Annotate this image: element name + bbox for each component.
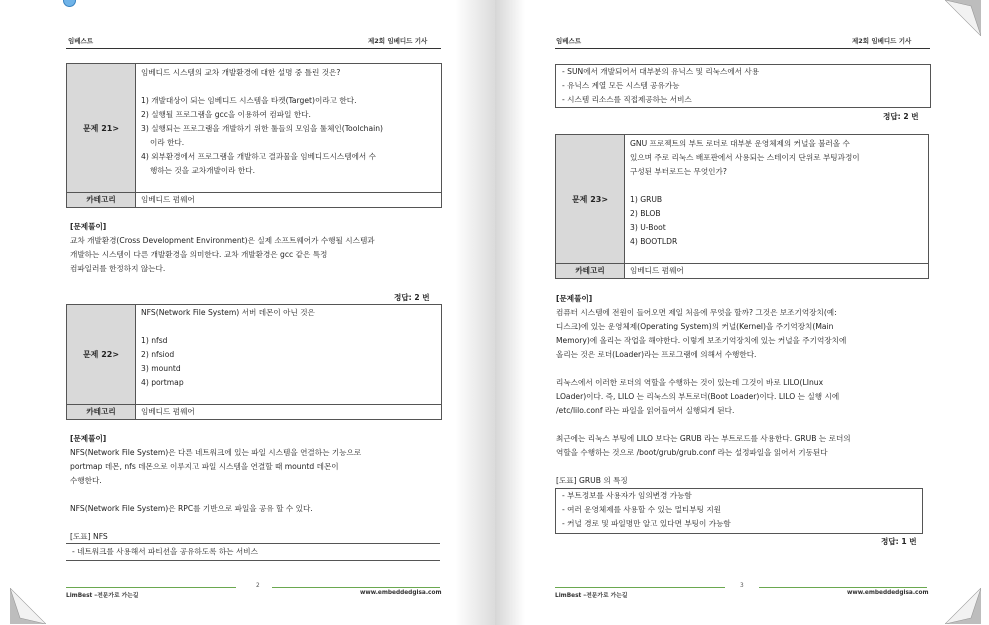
option-4: 4) BOOTLDR: [630, 237, 678, 246]
question-text: NFS(Network File System) 서버 데몬이 아닌 것은: [141, 308, 315, 317]
header-rule: [66, 48, 441, 49]
option-4: 4) portmap: [141, 378, 184, 387]
question-label: 문제 23>: [556, 135, 625, 263]
explanation-line: 수행한다.: [70, 476, 102, 485]
explanation-title: [문제풀이]: [70, 434, 107, 443]
table-title: [도표] GRUB 의 특징: [556, 476, 628, 485]
question-label: 문제 22>: [67, 305, 136, 404]
question-21-box: [66, 63, 442, 208]
grub-table: [555, 488, 923, 534]
explanation-line: Memory)에 올리는 작업을 해야한다. 이렇게 보조기억장치에 있는 커널을 주기억장치에: [556, 336, 847, 345]
category-row: [67, 404, 441, 419]
option-2: 2) 실행될 프로그램을 gcc을 이용하여 컴파일 한다.: [141, 110, 311, 119]
question-body: [141, 306, 435, 390]
option-4: 4) 외부환경에서 프로그램을 개발하고 결과물을 임베디드시스템에서 수: [141, 152, 377, 161]
question-text: 임베디드 시스템의 교차 개발환경에 대한 설명 중 틀린 것은?: [141, 68, 341, 77]
category-value: 임베디드 펌웨어: [141, 407, 195, 416]
table-item: - SUN에서 개발되어서 대부분의 유닉스 및 리눅스에서 사용: [562, 67, 760, 76]
category-key: 카테고리: [67, 193, 136, 207]
explanation-line: 리눅스에서 이러한 로더의 역할을 수행하는 것이 있는데 그것이 바로 LILO(LInux: [556, 378, 824, 387]
footer-rule-right: [272, 587, 440, 588]
right-page: [495, 0, 989, 625]
category-row: [67, 192, 441, 207]
table-item: - 커널 경로 및 파일명만 알고 있다면 부팅이 가능함: [562, 519, 731, 528]
question-label: 문제 21>: [67, 64, 136, 192]
explanation-line: 디스크)에 있는 운영체제(Operating System)의 커널(Kernel)을 주기억장치(Main: [556, 322, 834, 331]
question-22-box: [66, 304, 442, 420]
category-row: [556, 263, 928, 278]
table-bottom-rule: [66, 560, 440, 561]
footer-brand: LimBest –전문가로 가는길: [555, 593, 628, 599]
question-text: 있으며 주로 리눅스 배포판에서 사용되는 스테이지 단위로 부팅과정이: [630, 153, 860, 162]
answer-21: 정답: 2 번: [394, 293, 430, 302]
footer-rule-left: [555, 587, 725, 588]
header-right-title: 제2회 임베디드 기사: [368, 37, 428, 45]
header-rule: [555, 48, 930, 49]
explanation-title: [문제풀이]: [70, 222, 107, 231]
table-item: - 부트정보를 사용자가 임의변경 가능함: [562, 491, 692, 500]
option-2: 2) nfsiod: [141, 350, 175, 359]
option-1: 1) 개발대상이 되는 임베디드 시스템을 타켓(Target)이라고 한다.: [141, 96, 357, 105]
explanation-line: NFS(Network File System)은 RPC를 기반으로 파일을 공유 할 수 있다.: [70, 504, 313, 513]
category-key: 카테고리: [556, 264, 625, 278]
question-23-box: [555, 134, 929, 279]
option-3: 3) U-Boot: [630, 223, 666, 232]
explanation-line: portmap 데몬, nfs 데몬으로 이루지고 파일 시스템을 연결할 때 mountd 데몬이: [70, 462, 339, 471]
answer-22: 정답: 2 번: [883, 112, 919, 121]
answer-23: 정답: 1 번: [881, 537, 917, 546]
table-item: - 여러 운영체제를 사용할 수 있는 멀티부팅 지원: [562, 505, 722, 514]
page-number: 3: [740, 583, 744, 589]
explanation-line: 올리는 것은 로더(Loader)라는 프로그램에 의해서 수행한다.: [556, 350, 757, 359]
page-number: 2: [256, 583, 260, 589]
header-left-title: 임베스트: [68, 37, 94, 45]
page-marker-icon[interactable]: [63, 0, 76, 7]
category-value: 임베디드 펌웨어: [630, 266, 684, 275]
explanation-line: 최근에는 리눅스 부팅에 LILO 보다는 GRUB 라는 부트로드를 사용한다. GRUB 는 로더의: [556, 434, 851, 443]
question-body: [630, 137, 922, 249]
explanation-line: 개발하는 시스템이 다른 개발환경을 의미한다. 교차 개발환경은 gcc 같은 특정: [70, 250, 328, 259]
explanation-line: 교차 개발환경(Cross Development Environment)은 실제 소프트웨어가 수행될 시스템과: [70, 236, 375, 245]
header-left-title: 임베스트: [556, 37, 582, 45]
explanation-line: 역할을 수행하는 것으로 /boot/grub/grub.conf 라는 설정파일을 읽어서 기동된다: [556, 448, 828, 457]
nfs-table-continued: [555, 64, 931, 108]
option-3-cont: 이라 한다.: [150, 138, 185, 147]
option-4-cont: 행하는 것을 교차개발이라 한다.: [150, 166, 256, 175]
footer-rule-left: [66, 587, 236, 588]
option-1: 1) nfsd: [141, 336, 168, 345]
footer-brand: LimBest –전문가로 가는길: [66, 593, 139, 599]
option-3: 3) 실행되는 프로그램을 개발하기 위한 툴들의 모임을 툴체인(Toolchain): [141, 124, 383, 133]
table-item: - 네트워크를 사용해서 파티션을 공유하도록 하는 서비스: [72, 547, 258, 556]
question-text: GNU 프로젝트의 부트 로더로 대부분 운영체제의 커널을 불러올 수: [630, 139, 850, 148]
category-value: 임베디드 펌웨어: [141, 195, 195, 204]
page-curl-icon[interactable]: [945, 0, 981, 36]
option-3: 3) mountd: [141, 364, 181, 373]
explanation-line: 컴퓨터 시스템에 전원이 들어오면 제일 처음에 무엇을 할까? 그것은 보조기억장치(예:: [556, 308, 837, 317]
question-body: [141, 66, 435, 178]
explanation-line: NFS(Network File System)은 다른 네트워크에 있는 파일 시스템을 연결하는 기능으로: [70, 448, 362, 457]
explanation-line: /etc/lilo.conf 라는 파일을 읽어들여서 실행되게 된다.: [556, 406, 735, 415]
footer-rule-right: [759, 587, 927, 588]
explanation-title: [문제풀이]: [556, 294, 593, 303]
question-text: 구성된 부터로드는 무엇인가?: [630, 167, 727, 176]
footer-url: www.embeddedgisa.com: [847, 590, 929, 596]
category-key: 카테고리: [67, 405, 136, 419]
explanation-line: 컴파일러를 한정하지 않는다.: [70, 264, 166, 273]
table-top-rule: [66, 543, 440, 544]
option-2: 2) BLOB: [630, 209, 661, 218]
header-right-title: 제2회 임베디드 기사: [852, 37, 912, 45]
option-1: 1) GRUB: [630, 195, 663, 204]
table-item: - 시스템 리소스를 직접제공하는 서비스: [562, 95, 692, 104]
explanation-line: LOader)이다. 즉, LILO 는 리눅스의 부트로더(Boot Loader)이다. LILO 는 실행 시에: [556, 392, 840, 401]
table-item: - 유닉스 계열 모든 시스템 공유가능: [562, 81, 680, 90]
page-curl-icon[interactable]: [10, 588, 46, 624]
footer-url: www.embeddedgisa.com: [360, 590, 442, 596]
page-curl-icon[interactable]: [945, 588, 981, 624]
table-title: [도표] NFS: [70, 532, 108, 541]
